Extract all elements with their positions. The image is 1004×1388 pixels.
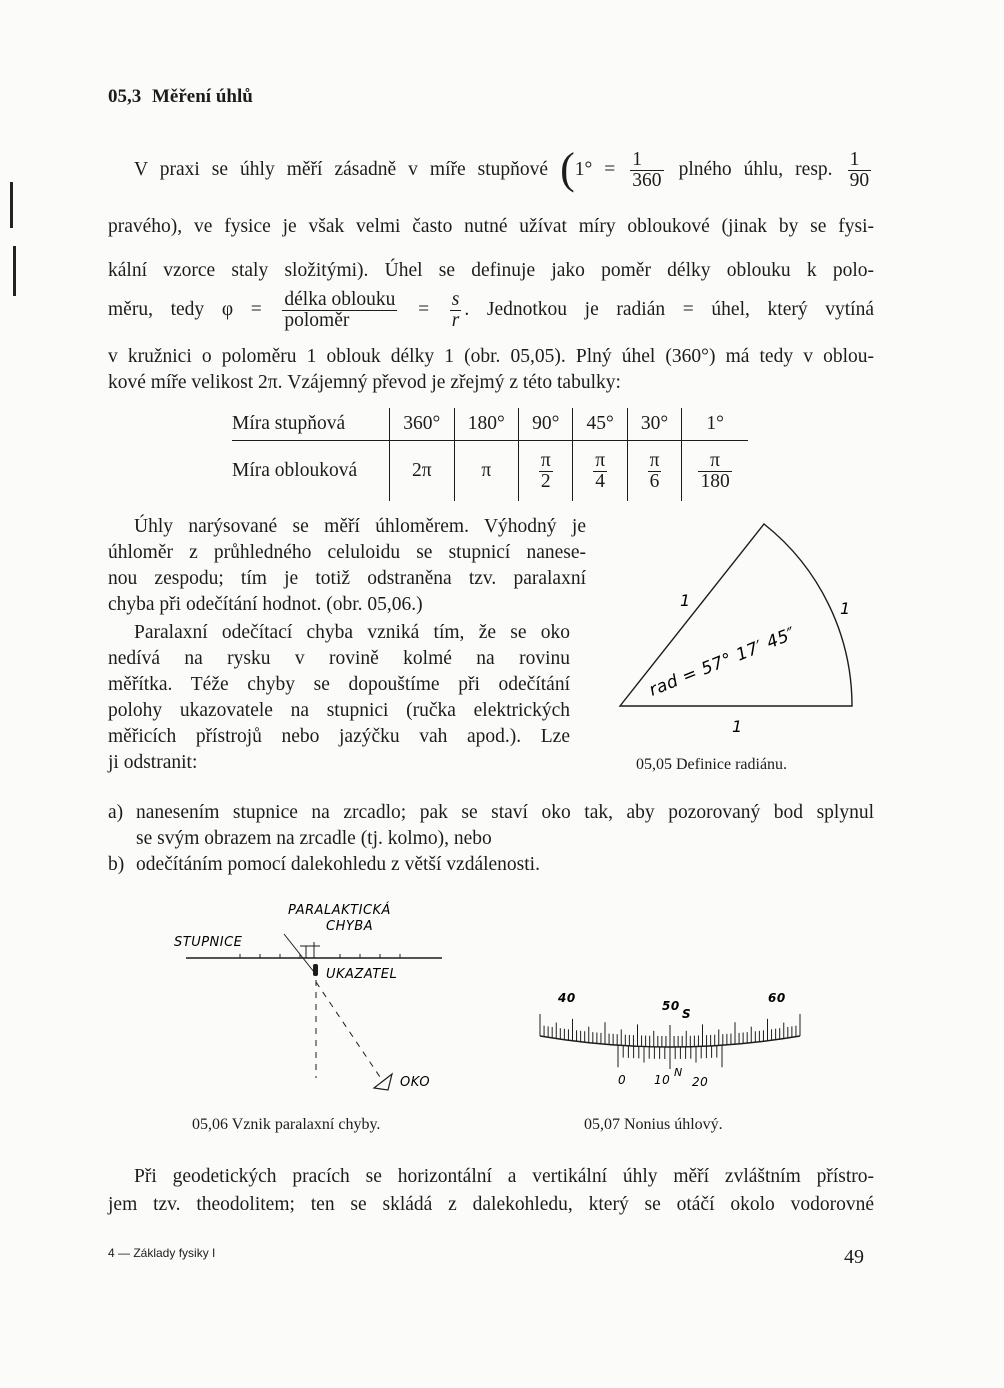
table-cell: 360° [390,408,455,441]
radius-label-left: 1 [680,591,691,610]
list-marker-a: a) [108,802,124,823]
vernier-ticks [618,1045,722,1069]
table-cell [519,441,573,502]
oblique-sightline [316,982,382,1080]
intro-line-6: kové míře velikost 2π. Vzájemný převod je zřejmý z této tabulky: [108,372,621,393]
vernier-letter: N [674,1066,683,1079]
table-cell: 2π [390,441,455,502]
fraction [450,290,462,331]
para4-line2: jem tzv. theodolitem; ten se skládá z dalekohledu, který se otáčí okolo vodorovné [108,1194,874,1215]
scale-number: 50 [662,999,680,1013]
parallax-figure [160,892,460,1106]
para4-line1: Při geodetických pracích se horizontální a vertikální úhly měří zvláštním přístro- [134,1166,874,1187]
den: 2 [540,470,551,492]
scale-letter: S [682,1007,692,1021]
para3-line: ji odstranit: [108,752,198,773]
label-stupnice: STUPNICE [174,935,243,950]
margin-mark [10,182,13,228]
label-ukazatel: UKAZATEL [326,967,398,982]
para2-line: nou zespodu; tím je totiž odstraněna tzv. paralaxní [108,568,586,589]
table-cell [573,441,627,502]
vernier-number: 20 [692,1075,709,1089]
intro-line-2: pravého), ve fysice je však velmi často nutné užívat míry obloukové (jinak by se fysi- [108,216,874,237]
para3-line: Paralaxní odečítací chyba vzniká tím, že se oko [134,622,570,643]
table-cell: 180° [454,408,519,441]
vernier-number: 0 [618,1073,627,1087]
margin-mark [13,246,16,296]
table-cell: 90° [519,408,573,441]
text: = [418,298,430,320]
intro-line-5: v kružnici o poloměru 1 oblouk délky 1 (obr. 05,05). Plný úhel (360°) má tedy v oblou- [108,346,874,367]
num: délka oblouku [284,289,396,310]
den: 6 [649,470,660,492]
label-pointer [284,934,314,972]
figure-caption: 05,07 Nonius úhlový. [584,1116,723,1133]
intro-line-1 [134,143,874,193]
den: r [451,310,460,331]
para3-line: měřítka. Téže chyby se dopouštíme při odečítání [108,674,570,695]
den: 90 [849,170,870,191]
fraction [648,451,662,492]
table-cell: 30° [627,408,681,441]
row-label: Míra oblouková [232,460,358,481]
fraction [282,290,397,331]
para2-line: úhloměr z průhledného celuloidu se stupnicí nanese- [108,542,586,563]
num: π [540,449,551,471]
eye-icon [374,1074,392,1090]
num: 1 [848,150,872,171]
section-heading [108,86,253,108]
num: 1 [630,150,663,171]
arc-label-bottom: 1 [732,717,743,736]
den: 4 [595,470,605,492]
para2-line: Úhly narýsované se měří úhloměrem. Výhodný je [134,516,586,537]
para3-line: měřicích přístrojů nebo jazýčku vah apod.). Lze [108,726,570,747]
label-oko: OKO [400,1075,431,1090]
table-cell: 1° [682,408,748,441]
intro-line-3: kální vzorce staly složitými). Úhel se definuje jako poměr délky oblouku k polo- [108,260,874,281]
num: π [649,449,660,471]
list-marker-b: b) [108,854,125,875]
fraction [539,451,553,492]
pointer-needle [313,964,318,976]
page-number: 49 [844,1246,864,1268]
table-cell: 45° [573,408,627,441]
text: 1° = [574,158,616,180]
fraction [630,150,663,191]
figure-caption: 05,06 Vznik paralaxní chyby. [192,1116,381,1133]
num: π [595,449,606,471]
list-item-a-line1: nanesením stupnice na zrcadlo; pak se staví oko tak, aby pozorovaný bod splynul [136,802,874,823]
fraction [593,451,607,492]
radian-figure [600,510,880,770]
intro-line-4 [108,290,874,331]
section-title: Měření úhlů [152,86,253,107]
num: π [698,451,731,472]
text: měru, tedy φ = [108,298,262,320]
row-label: Míra stupňová [232,408,390,441]
label-paralakticka: PARALAKTICKÁ [288,903,391,918]
text: plného úhlu, resp. [678,158,833,180]
vernier-number: 10 [654,1073,671,1087]
den: 360 [632,170,662,191]
radius-label-right: 1 [840,599,851,618]
table-cell [627,441,681,502]
list-item-b-line1: odečítáním pomocí dalekohledu z větší vzdálenosti. [136,854,540,875]
table-row [232,441,748,502]
section-number: 05,3 [108,86,142,107]
para2-line: chyba při odečítání hodnot. (obr. 05,06.) [108,594,423,615]
para3-line: nedívá na rysku v rovině kolmé na rovinu [108,648,570,669]
text: V praxi se úhly měří zásadně v míře stupňové [134,158,549,180]
radian-value: rad = 57° 17′ 45″ [646,623,799,701]
label-chyba: CHYBA [326,919,374,934]
den: poloměr [284,310,350,331]
footer-book-title: 4 — Základy fysiky I [108,1246,216,1260]
fraction [848,150,872,191]
para3-line: polohy ukazovatele na stupnici (ručka elektrických [108,700,570,721]
text: . Jednotkou je radián = úhel, který vytíná [464,298,874,320]
figure-caption: 05,05 Definice radiánu. [636,756,788,773]
table-cell [682,441,748,502]
vernier-figure [520,980,820,1100]
conversion-table [232,408,748,501]
table-cell: π [454,441,519,502]
den: 180 [700,470,730,492]
scale-number: 60 [768,991,786,1005]
list-item-a-line2: se svým obrazem na zrcadle (tj. kolmo), nebo [136,828,492,849]
fraction [698,451,731,492]
num: s [451,289,460,310]
scale-number: 40 [558,991,576,1005]
table-row [232,408,748,441]
paren: ( [560,143,575,193]
